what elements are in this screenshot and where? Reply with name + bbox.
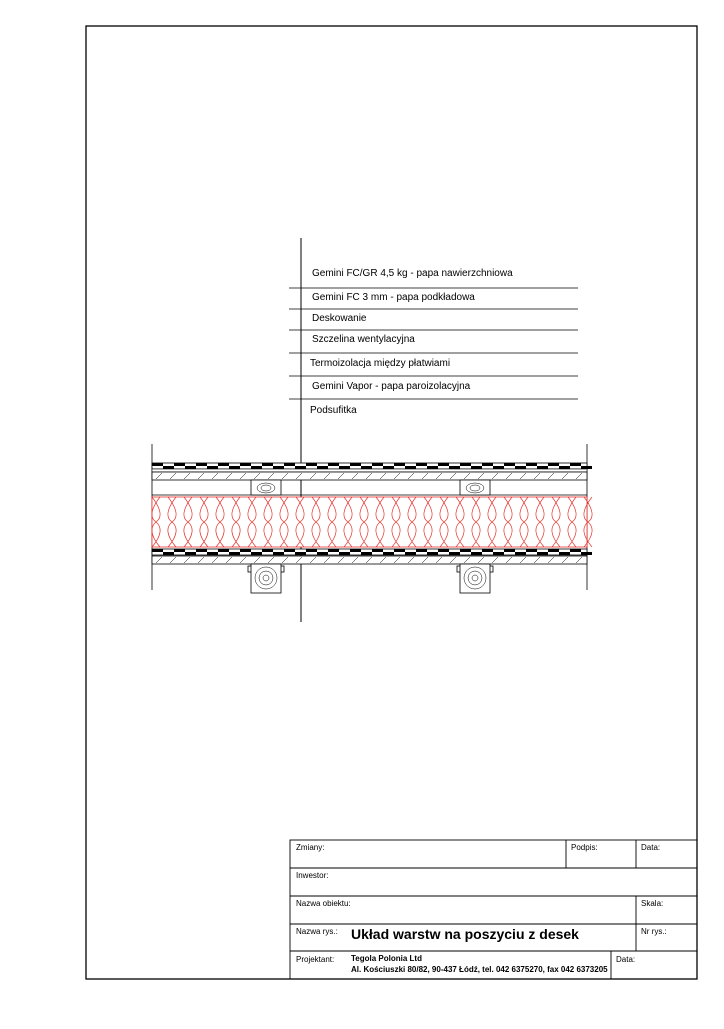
layer-label-underlay: Gemini FC 3 mm - papa podkładowa bbox=[312, 292, 475, 303]
purlin-right bbox=[457, 564, 493, 593]
date-label-2: Data: bbox=[616, 955, 636, 964]
layer-label-vapour-barrier: Gemini Vapor - papa paroizolacyjna bbox=[312, 381, 471, 392]
purlin-left bbox=[248, 564, 284, 593]
layer-label-vent-gap: Szczelina wentylacyjna bbox=[312, 334, 415, 345]
decking-layer bbox=[152, 472, 587, 480]
date-label: Data: bbox=[641, 843, 661, 852]
signature-label: Podpis: bbox=[571, 843, 598, 852]
designer-label: Projektant: bbox=[296, 955, 335, 964]
top-roofing-membrane bbox=[152, 463, 592, 472]
counter-batten-right bbox=[460, 480, 490, 495]
changes-label: Zmiany: bbox=[296, 843, 325, 852]
drawing-name-label: Nazwa rys.: bbox=[296, 927, 338, 936]
scale-label: Skala: bbox=[641, 899, 664, 908]
layer-label-decking: Deskowanie bbox=[312, 313, 367, 324]
thermal-insulation bbox=[152, 497, 592, 547]
layer-label-soffit: Podsufitka bbox=[310, 405, 357, 416]
vapour-barrier-membrane bbox=[152, 549, 592, 555]
company-address: Al. Kościuszki 80/82, 90-437 Łódź, tel. 042 6375270, fax 042 6373205 bbox=[351, 965, 608, 974]
object-name-label: Nazwa obiektu: bbox=[296, 899, 351, 908]
drawing-title: Układ warstw na poszyciu z desek bbox=[351, 926, 579, 942]
layer-label-insulation: Termoizolacja między płatwiami bbox=[310, 358, 451, 369]
investor-label: Inwestor: bbox=[296, 871, 329, 880]
counter-batten-left bbox=[251, 480, 281, 495]
drawing-number-label: Nr rys.: bbox=[641, 927, 667, 936]
company-name: Tegola Polonia Ltd bbox=[351, 954, 422, 963]
layer-label-top-membrane: Gemini FC/GR 4,5 kg - papa nawierzchniowa bbox=[312, 268, 513, 279]
soffit-layer bbox=[152, 556, 587, 564]
